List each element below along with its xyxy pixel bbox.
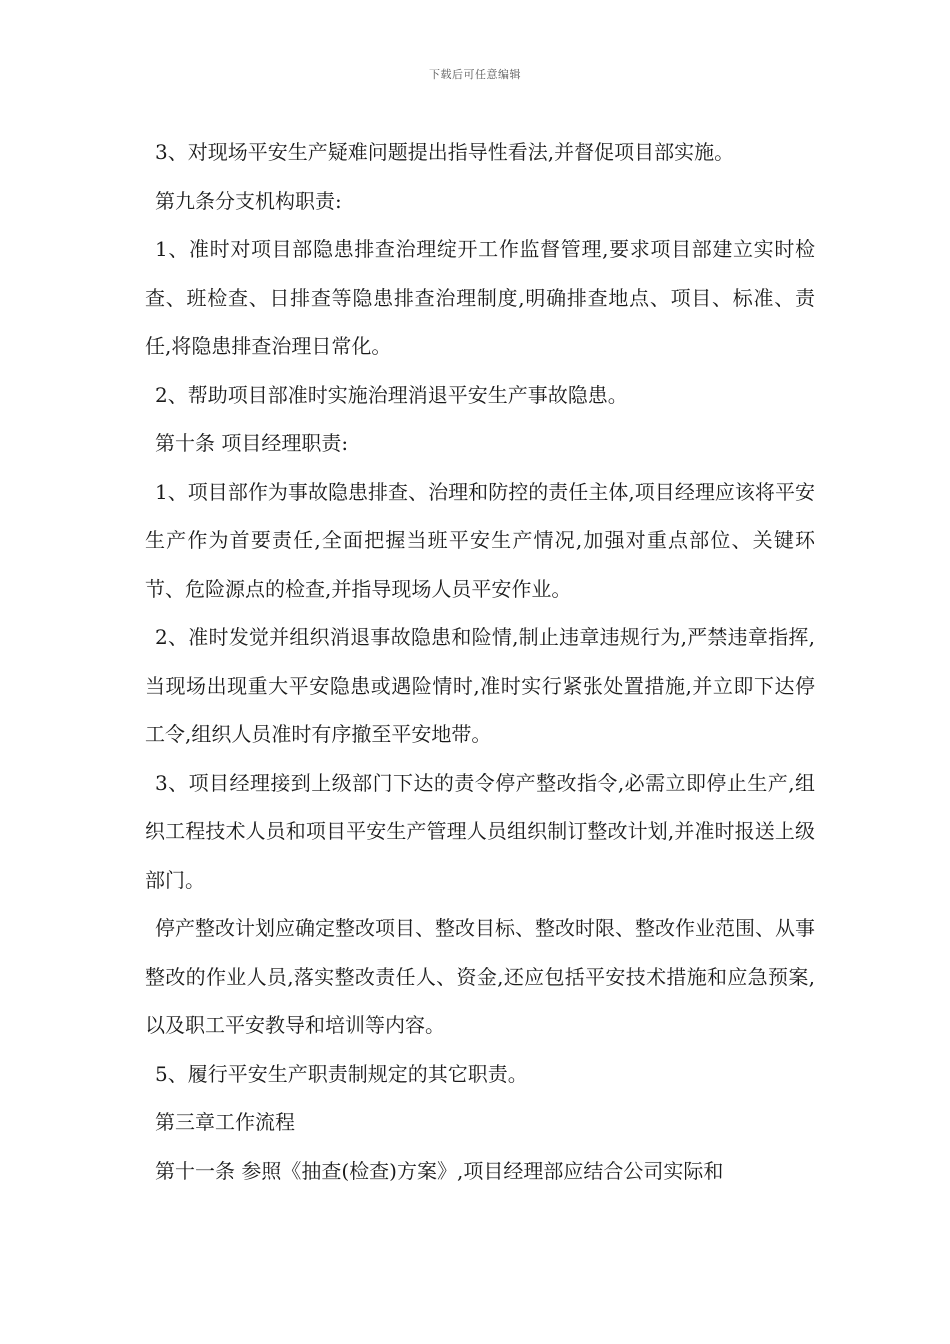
paragraph-rectification-plan: 停产整改计划应确定整改项目、整改目标、整改时限、整改作业范围、从事整改的作业人员,落实整改责任人、资金,还应包括平安技术措施和应急预案,以及职工平安教导和培训等内容。 xyxy=(145,916,815,1037)
paragraph-article-9-item-2: 2、帮助项目部准时实施治理消退平安生产事故隐患。 xyxy=(155,382,628,407)
paragraph-article-9-item-1: 1、准时对项目部隐患排查治理绽开工作监督管理,要求项目部建立实时检查、班检查、日排查等隐患排查治理制度,明确排查地点、项目、标准、责任,将隐患排查治理日常化。 xyxy=(145,237,815,358)
paragraph-3-item: 3、对现场平安生产疑难问题提出指导性看法,并督促项目部实施。 xyxy=(155,140,735,164)
page-header: 下载后可任意编辑 xyxy=(429,68,521,81)
paragraph-article-10-item-5: 5、履行平安生产职责制规定的其它职责。 xyxy=(155,1061,528,1086)
paragraph-article-10-item-1: 1、项目部作为事故隐患排查、治理和防控的责任主体,项目经理应该将平安生产作为首要责任,全面把握当班平安生产情况,加强对重点部位、关键环节、危险源点的检查,并指导现场人员平安作业。 xyxy=(145,479,815,601)
chapter-3-heading: 第三章工作流程 xyxy=(155,1110,295,1134)
article-11-paragraph: 第十一条 参照《抽查(检查)方案》,项目经理部应结合公司实际和 xyxy=(155,1158,724,1183)
document-body xyxy=(145,128,815,1195)
article-9-heading: 第九条分支机构职责: xyxy=(155,188,342,213)
article-10-heading: 第十条 项目经理职责: xyxy=(155,431,349,455)
paragraph-article-10-item-2: 2、准时发觉并组织消退事故隐患和险情,制止违章违规行为,严禁违章指挥,当现场出现重大平安隐患或遇险情时,准时实行紧张处置措施,并立即下达停工令,组织人员准时有序撤至平安地带。 xyxy=(145,625,815,746)
paragraph-article-10-item-3: 3、项目经理接到上级部门下达的责令停产整改指令,必需立即停止生产,组织工程技术人员和项目平安生产管理人员组织制订整改计划,并准时报送上级部门。 xyxy=(145,770,815,892)
